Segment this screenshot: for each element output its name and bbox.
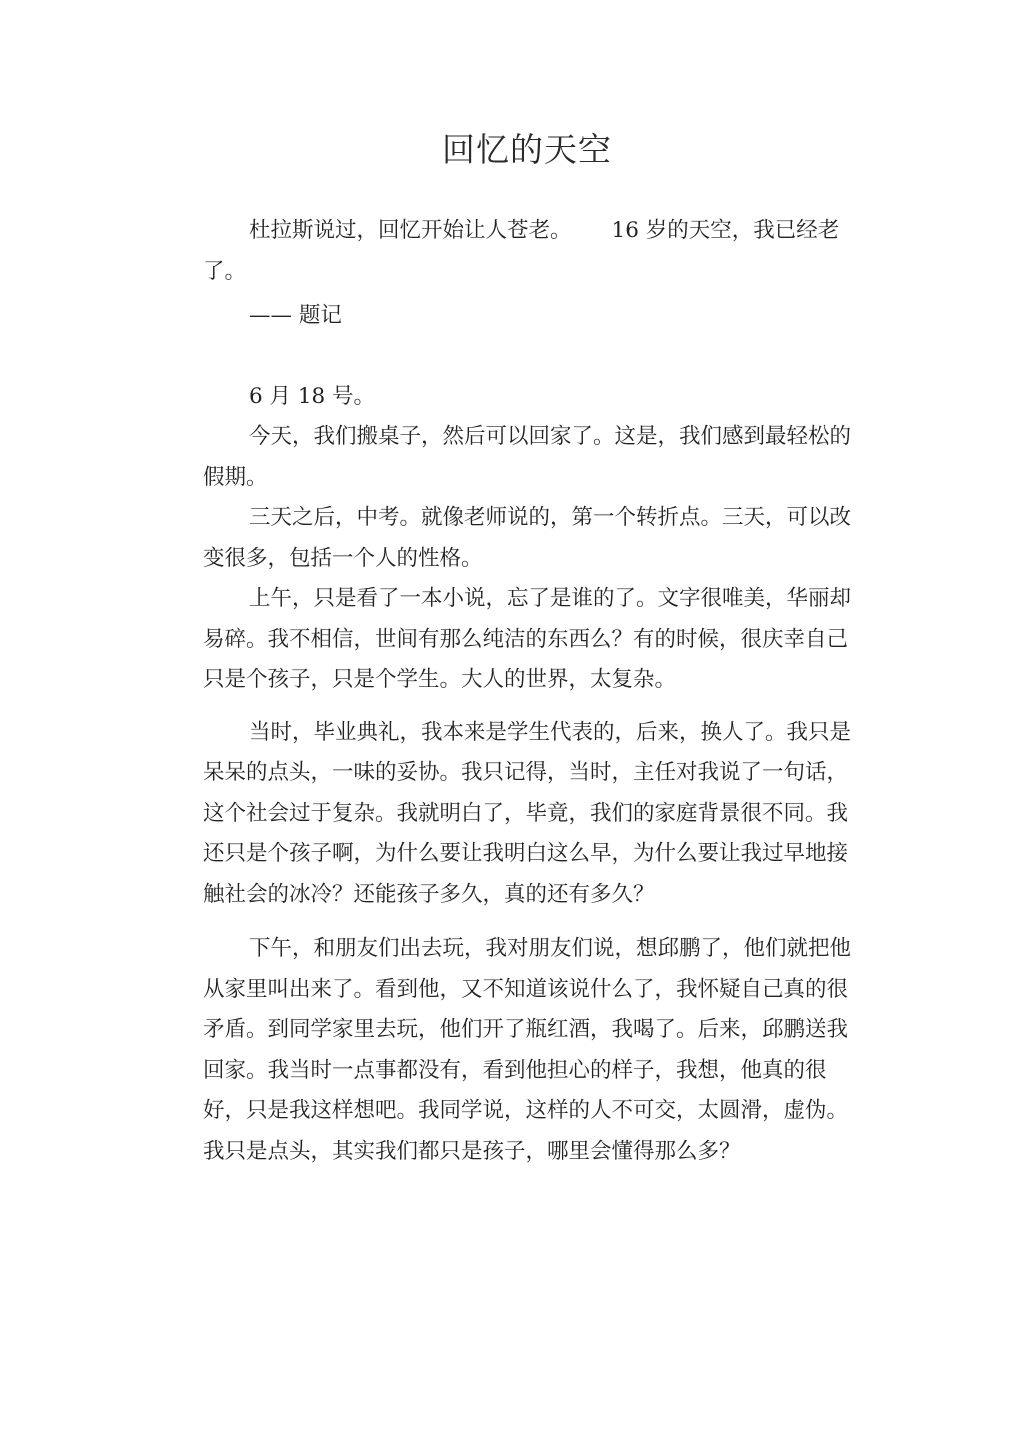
epigraph bbox=[203, 211, 863, 292]
epigraph-signature: —— 题记 bbox=[249, 303, 342, 328]
epigraph-text: 杜拉斯说过，回忆开始让人苍老。 bbox=[249, 218, 572, 243]
paragraph: 上午，只是看了一本小说，忘了是谁的了。文字很唯美，华丽却易碎。我不相信，世间有那么纯洁的东西么？有的时候，很庆幸自己只是个孩子，只是个学生。大人的世界，太复杂。 bbox=[203, 586, 852, 692]
diary-date: 6 月 18 号。 bbox=[249, 383, 376, 409]
document-title: 回忆的天空 bbox=[442, 130, 612, 169]
epigraph-continuation: 16 岁的天空，我已经老了。 bbox=[203, 218, 840, 284]
paragraph: 今天，我们搬桌子，然后可以回家了。这是，我们感到最轻松的假期。 bbox=[203, 424, 852, 490]
document-body bbox=[203, 211, 863, 1172]
paragraph: 下午，和朋友们出去玩，我对朋友们说，想邱鹏了，他们就把他从家里叫出来了。看到他，又不知道该说什么了，我怀疑自己真的很矛盾。到同学家里去玩，他们开了瓶红酒，我喝了。后来，邱鹏送我回家。我当时一点事都没有，看到他担心的样子，我想，他真的很好，只是我这样想吧。我同学说，这样的人不可交，太圆滑，虚伪。我只是点头，其实我们都只是孩子，哪里会懂得那么多？ bbox=[203, 936, 852, 1164]
paragraph: 当时，毕业典礼，我本来是学生代表的，后来，换人了。我只是呆呆的点头，一味的妥协。我只记得，当时，主任对我说了一句话，这个社会过于复杂。我就明白了，毕竟，我们的家庭背景很不同。我还只是个孩子啊，为什么要让我明白这么早，为什么要让我过早地接触社会的冰冷？还能孩子多久，真的还有多久？ bbox=[203, 719, 852, 907]
paragraph: 三天之后，中考。就像老师说的，第一个转折点。三天，可以改变很多，包括一个人的性格。 bbox=[203, 505, 852, 571]
